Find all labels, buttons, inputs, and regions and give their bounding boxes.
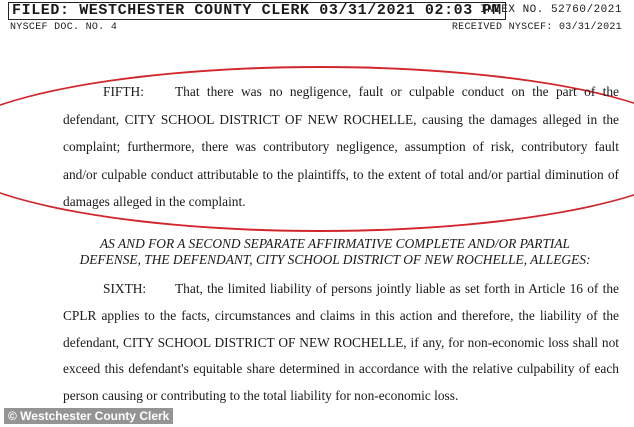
fifth-paragraph [63,78,619,216]
fifth-text: That there was no negligence, fault or culpable conduct on the part of the defendant, CITY SCHOOL DISTRICT OF NEW ROCHELLE, causing the damages alleged in the complaint; furthermore, there was contributory negligence, assumption of risk, contributory fault and/or culpable conduct attributable to the plaintiffs, to the extent of total and/or partial diminution of damages alleged in the complaint. [63,84,619,209]
filed-stamp: FILED: WESTCHESTER COUNTY CLERK 03/31/2021 02:03 PM [8,2,506,20]
sixth-paragraph [63,276,619,410]
heading-line-1: AS AND FOR A SECOND SEPARATE AFFIRMATIVE COMPLETE AND/OR PARTIAL [99,236,571,251]
sixth-text: That, the limited liability of persons jointly liable as set forth in Article 16 of the CPLR applies to the facts, circumstances and claims in this action and therefore, the liability of the defendant, CITY SCHOOL DISTRICT OF NEW ROCHELLE, if any, for non-economic loss shall not exceed this defendant's equitable share determined in accordance with the relative culpability of each person causing or contributing to the total liability for non-economic loss. [63,281,619,404]
heading-line-2: DEFENSE, THE DEFENDANT, CITY SCHOOL DISTRICT OF NEW ROCHELLE, ALLEGES: [79,252,591,267]
index-number: INDEX NO. 52760/2021 [479,4,622,16]
received-date: RECEIVED NYSCEF: 03/31/2021 [451,22,622,33]
image-credit: © Westchester County Clerk [4,408,173,424]
document-subheader [0,22,634,36]
sixth-label: SIXTH: [103,281,147,296]
section-heading [40,236,630,268]
fifth-label: FIFTH: [103,84,144,99]
document-header [0,2,634,20]
nyscef-doc-number: NYSCEF DOC. NO. 4 [10,22,118,33]
